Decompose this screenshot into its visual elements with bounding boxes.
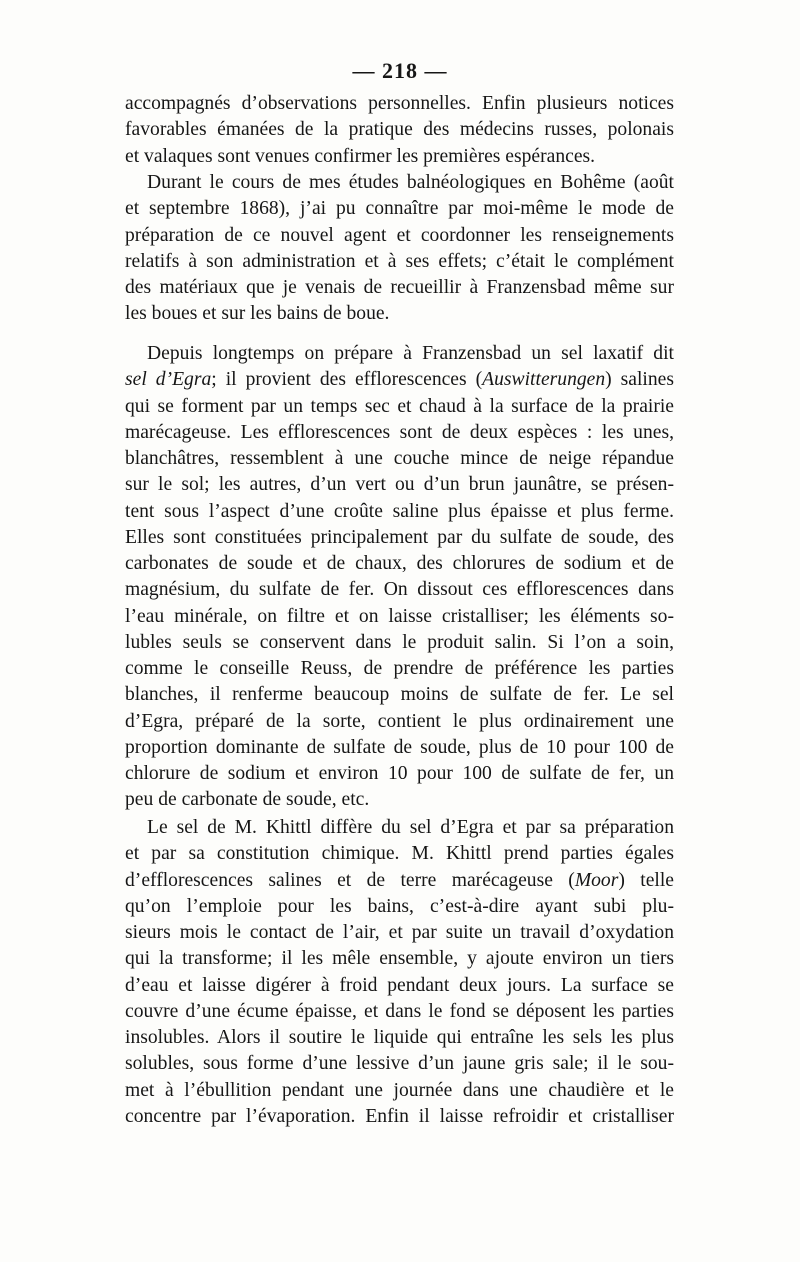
text-line: [125, 682, 674, 708]
text-line: [125, 472, 674, 498]
text-run: lubles seuls se conservent dans le produit salin. Si l’on a soin,: [125, 631, 674, 653]
text-run: Depuis longtemps on prépare à Franzensbad un sel laxatif dit: [147, 343, 674, 364]
italic-text: sel d’Egra: [125, 369, 212, 391]
text-run: ) telle: [618, 869, 674, 891]
text-run: qu’on l’emploie pour les bains, c’est-à-dire ayant subi plu-: [125, 895, 674, 917]
text-run: sur le sol; les autres, d’un vert ou d’un brun jaunâtre, se présen-: [125, 474, 674, 496]
text-line: [125, 275, 674, 301]
text-run: accompagnés d’observations personnelles. Enfin plusieurs notices: [125, 93, 674, 114]
text-run: favorables émanées de la pratique des médecins russes, polonais: [125, 119, 674, 141]
text-run: tent sous l’aspect d’une croûte saline plus épaisse et plus ferme.: [125, 500, 674, 522]
paragraph-depuis: [125, 341, 674, 814]
text-run: solubles, sous forme d’une lessive d’un jaune gris sale; il le sou-: [125, 1053, 674, 1075]
text-line: [125, 1051, 674, 1077]
page-number: — 218 —: [352, 58, 448, 83]
text-line: [125, 709, 674, 735]
text-run: ) salines: [605, 369, 674, 391]
text-run: Elles sont constituées principalement par du sulfate de soude, des: [125, 526, 674, 548]
text-run: d’efflorescences salines et de terre marécageuse (: [125, 869, 575, 891]
italic-text: Auswitterungen: [482, 369, 606, 391]
text-line: [125, 1025, 674, 1051]
text-run: insolubles. Alors il soutire le liquide qui entraîne les sels les plus: [125, 1027, 674, 1048]
text-run: concentre par l’évaporation. Enfin il laisse refroidir et cristalliser: [125, 1105, 674, 1127]
text-line: [125, 117, 674, 143]
text-line: [125, 420, 674, 446]
text-line: [125, 946, 674, 972]
text-run: marécageuse. Les efflorescences sont de deux espèces : les unes,: [125, 421, 674, 443]
text-run: Durant le cours de mes études balnéologiques en Bohême (août: [147, 172, 674, 193]
text-run: ; il provient des efflorescences (: [211, 369, 483, 391]
text-line: [125, 973, 674, 999]
text-run: et par sa constitution chimique. M. Khittl prend parties égales: [125, 843, 674, 865]
text-line: [125, 815, 674, 841]
text-line: [125, 604, 674, 630]
text-run: les boues et sur les bains de boue.: [125, 303, 390, 325]
text-run: blanchâtres, ressemblent à une couche mince de neige répandue: [125, 448, 674, 469]
text-run: carbonates de soude et de chaux, des chlorures de sodium et de: [125, 553, 674, 574]
text-run: des matériaux que je venais de recueillir à Franzensbad même sur: [125, 277, 674, 298]
text-run: et septembre 1868), j’ai pu connaître par moi-même le mode de: [125, 198, 674, 220]
text-line: [125, 761, 674, 787]
italic-text: Moor: [574, 869, 619, 891]
text-line: [125, 551, 674, 577]
paragraph-durant: [125, 170, 674, 328]
text-run: proportion dominante de sulfate de soude, plus de 10 pour 100 de: [125, 736, 674, 758]
text-run: et valaques sont venues confirmer les premières espérances.: [125, 145, 596, 167]
text-run: préparation de ce nouvel agent et coordonner les renseignements: [125, 224, 674, 246]
text-line: [125, 367, 674, 393]
text-run: magnésium, du sulfate de fer. On dissout ces efflorescences dans: [125, 579, 674, 601]
text-line: [125, 656, 674, 682]
paragraph-continuation: [125, 91, 674, 170]
text-line: [125, 223, 674, 249]
text-line: [125, 144, 674, 170]
paragraph-khittl: [125, 815, 674, 1130]
text-line: [125, 249, 674, 275]
text-line: [125, 394, 674, 420]
text-line: [125, 735, 674, 761]
text-run: chlorure de sodium et environ 10 pour 100 de sulfate de fer, un: [125, 763, 674, 784]
text-line: [125, 841, 674, 867]
text-line: [125, 630, 674, 656]
text-line: [125, 91, 674, 117]
text-run: peu de carbonate de soude, etc.: [125, 789, 370, 811]
text-line: [125, 1078, 674, 1104]
text-line: [125, 196, 674, 222]
text-line: [125, 999, 674, 1025]
text-line: [125, 787, 674, 813]
text-run: relatifs à son administration et à ses effets; c’était le complément: [125, 250, 674, 272]
text-run: qui se forment par un temps sec et chaud à la surface de la prairie: [125, 395, 674, 417]
text-run: couvre d’une écume épaisse, et dans le fond se déposent les parties: [125, 1000, 674, 1022]
text-run: l’eau minérale, on filtre et on laisse cristalliser; les éléments so-: [125, 605, 674, 627]
text-line: [125, 499, 674, 525]
text-line: [125, 1104, 674, 1130]
text-run: qui la transforme; il les mêle ensemble, y ajoute environ un tiers: [125, 948, 674, 970]
text-line: [125, 868, 674, 894]
text-line: [125, 301, 674, 327]
text-run: d’eau et laisse digérer à froid pendant deux jours. La surface se: [125, 974, 674, 996]
text-line: [125, 170, 674, 196]
text-line: [125, 341, 674, 367]
text-line: [125, 446, 674, 472]
text-line: [125, 920, 674, 946]
text-run: d’Egra, préparé de la sorte, contient le plus ordinairement une: [125, 710, 674, 732]
text-line: [125, 577, 674, 603]
text-run: Le sel de M. Khittl diffère du sel d’Egra et par sa préparation: [147, 817, 674, 838]
text-run: comme le conseille Reuss, de prendre de préférence les parties: [125, 658, 674, 679]
text-line: [125, 894, 674, 920]
text-run: blanches, il renferme beaucoup moins de sulfate de fer. Le sel: [125, 684, 674, 706]
text-run: met à l’ébullition pendant une journée dans une chaudière et le: [125, 1079, 674, 1101]
text-run: sieurs mois le contact de l’air, et par suite un travail d’oxydation: [125, 922, 674, 943]
text-line: [125, 525, 674, 551]
